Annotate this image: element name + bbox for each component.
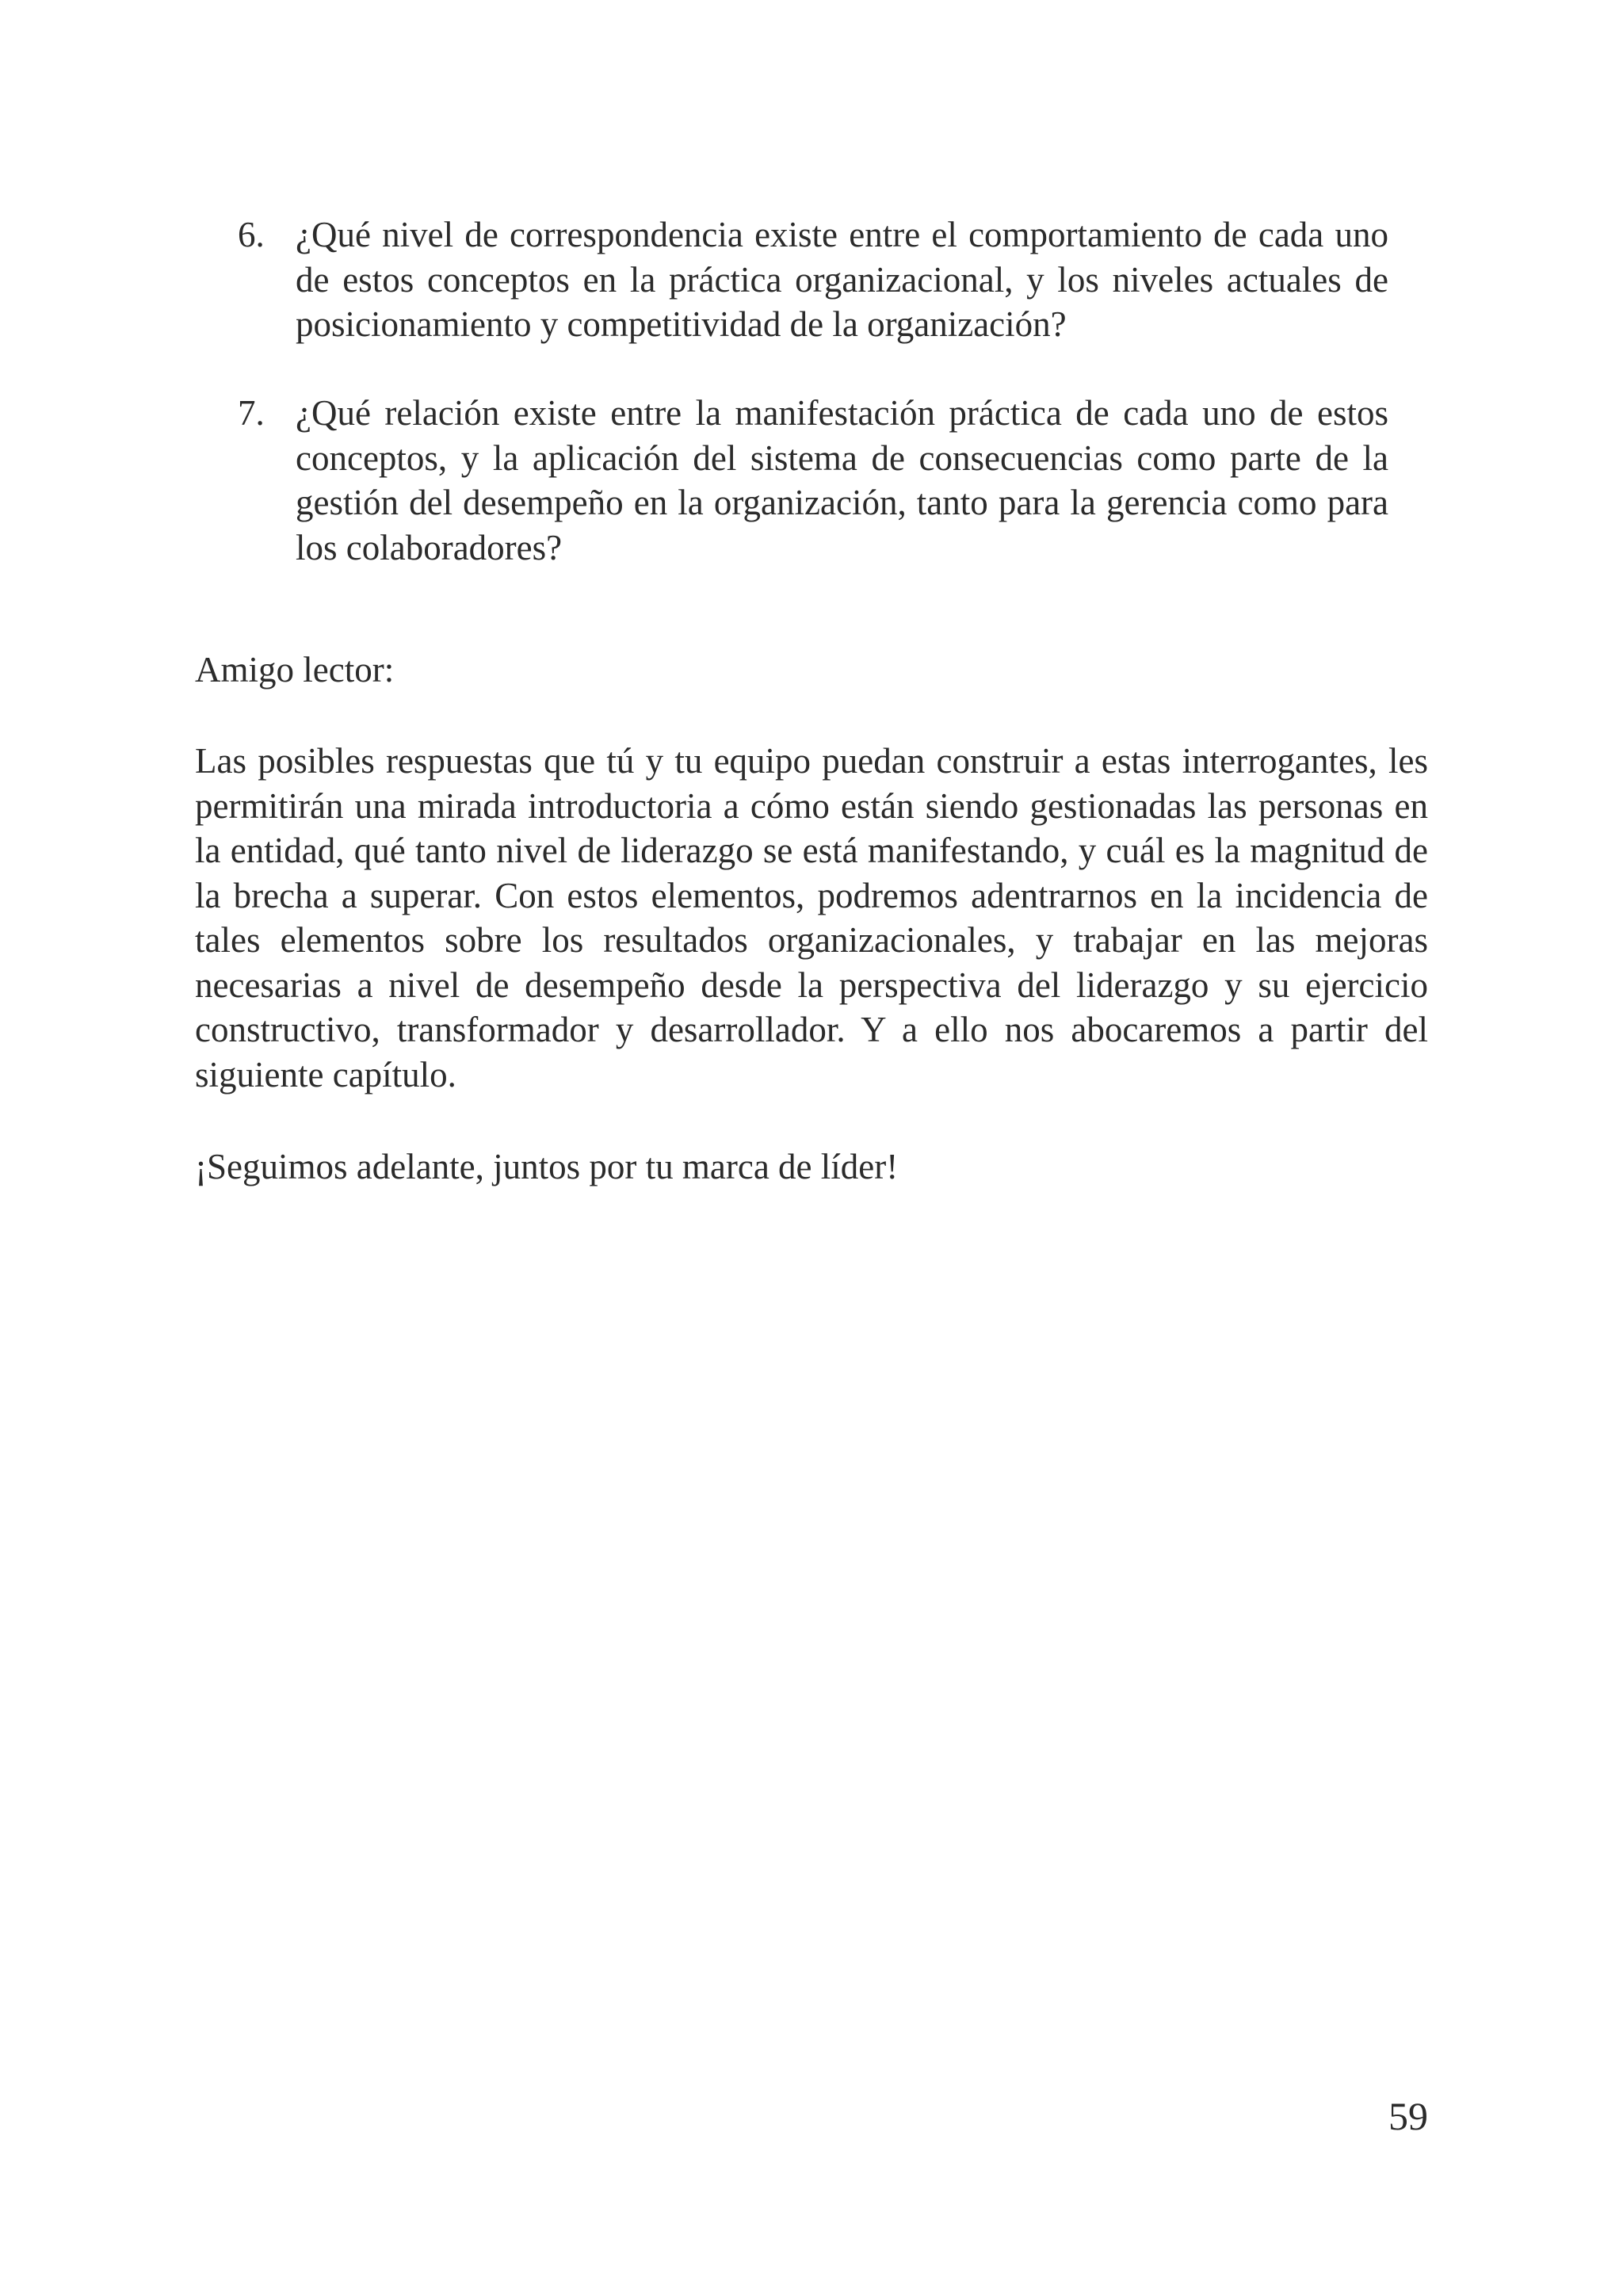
body-paragraph: Las posibles respuestas que tú y tu equipo puedan construir a estas interrogantes, les permitirán una mirada introductoria a cómo están siendo gestionadas las personas en la entidad, qué tanto nivel de liderazgo se está manifestando, y cuál es la magnitud de la brecha a superar. Con estos elementos, podremos adentrarnos en la incidencia de tales elementos sobre los resultados organizacionales, y trabajar en las mejoras necesarias a nivel de desempeño desde la perspectiva del liderazgo y su ejercicio constructivo, transformador y desarrollador. Y a ello nos abocaremos a partir del siguiente capítulo. — [195, 741, 1428, 1095]
list-item-number: 7. — [238, 393, 265, 433]
list-item-text: ¿Qué nivel de correspondencia existe entre el comportamiento de cada uno de estos conceptos en la práctica organizacional, y los niveles actuales de posicionamiento y competitividad de la organización? — [296, 215, 1388, 344]
list-item-number: 6. — [238, 215, 265, 254]
page-number: 59 — [1388, 2094, 1428, 2138]
greeting: Amigo lector: — [195, 650, 395, 690]
list-item-text: ¿Qué relación existe entre la manifestación práctica de cada uno de estos conceptos, y la aplicación del sistema de consecuencias como parte de la gestión del desempeño en la organización, tanto para la gerencia como para los colaboradores? — [296, 393, 1388, 567]
closing-line: ¡Seguimos adelante, juntos por tu marca de líder! — [195, 1147, 899, 1186]
